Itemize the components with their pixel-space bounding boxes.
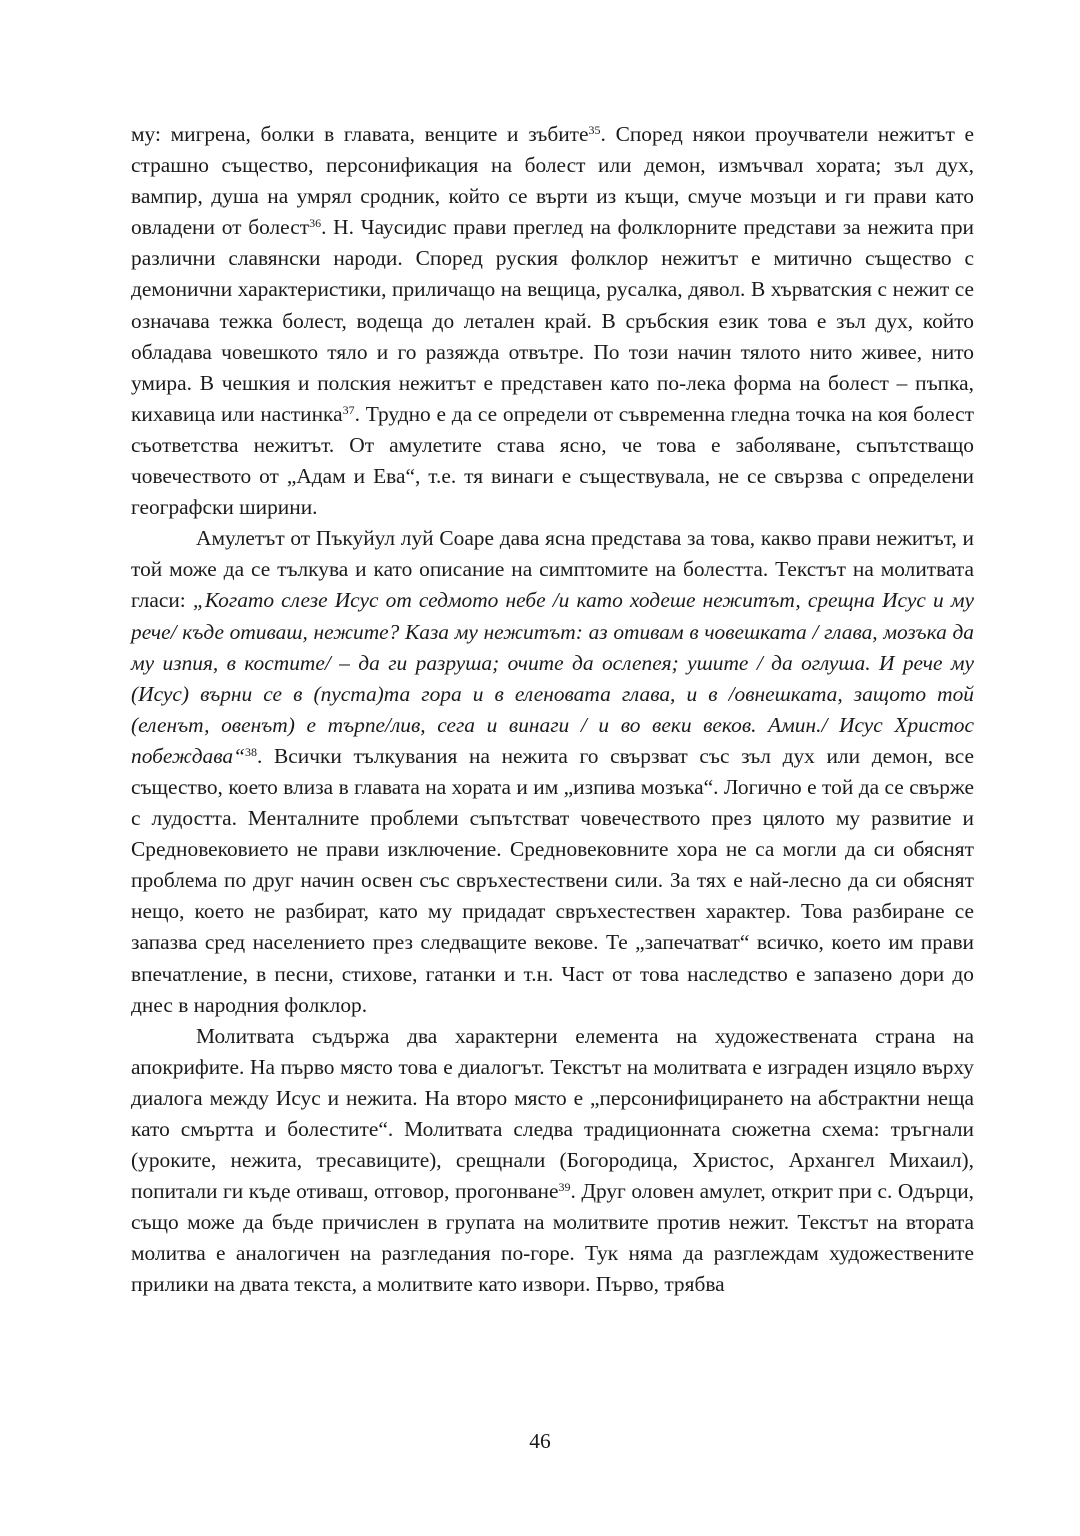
text-run: . Всички тълкувания на нежита го свързват със зъл дух или демон, все същество, което влиза в главата на хората и им „изпива мозъка“. Логично е той да се свърже с лудостта. Менталните проблеми съпътстват човечеството през цялото му развитие и Средновековието не прави изключение. Средновековните хора не са могли да си обяснят проблема по друг начин освен със свръхестествени сили. За тях е най-лесно да си обяснят нещо, което не разбират, като му придадат свръхестествен характер. Това разбиране се запазва сред населението през следващите векове. Те „запечатват“ всичко, което им прави впечатление, в песни, стихове, гатанки и т.н. Част от това наследство е запазено дори до днес в народния фолклор. [131,743,974,1017]
footnote-ref: 36 [309,216,322,231]
text-run: . Трудно е да се определи от съвременна гледна точка на коя болест съответства нежитът. От амулетите става ясно, че това е заболяване, съпътстващо човечеството от „Адам и Ева“, т.е. тя винаги е съществувала, не се свързва с определени географски ширини. [131,401,974,520]
page-number: 46 [529,1429,551,1453]
text-run: . Друг оловен амулет, открит при с. Одърци, също може да бъде причислен в групата на молитвите против нежит. Текстът на втората молитва е аналогичен на разгледания по-горе. Тук няма да разглеждам художествените прилики на двата текста, а молитвите като извори. Първо, трябва [131,1179,974,1297]
paragraph-2 [131,523,974,1021]
footnote-ref: 39 [558,1180,571,1195]
footnote-ref: 38 [244,744,257,759]
text-run: Молитвата съдържа два характерни елемента на художествената страна на апокрифите. На първо място това е диалогът. Текстът на молитвата е изграден изцяло върху диалога между Исус и нежита. На второ място е „персонифицирането на абстрактни неща като смъртта и болестите“. Молитвата следва традиционната сюжетна схема: тръгнали (уроките, нежита, тресавиците), срещнали (Богородица, Христос, Архангел Михаил), попитали ги къде отиваш, отговор, прогонване [131,1023,974,1204]
quoted-prayer-text: „Когато слезе Исус от седмото небе /и като ходеше нежитът, срещна Исус и му рече/ къде отиваш, нежите? Каза му нежитът: аз отивам в човешката / глава, мозъка да му изпия, в костите/ – да ги разруша; очите да ослепея; ушите / да оглуша. И рече му (Исус) върни се в (пуста)та гора и в еленовата глава, и в /овнешката, защото той (еленът, овенът) е търпе/лив, сега и винаги / и во веки веков. Амин./ Исус Христос побеждава“ [131,588,974,768]
footnote-ref: 37 [342,402,355,417]
text-run: . Според някои проучватели нежитът е страшно същество, персонификация на болест или демон, измъчвал хората; зъл дух, вампир, душа на умрял сродник, който се върти из къщи, смуче мозъци и ги прави като овладени от болест [131,122,974,240]
text-run: . Н. Чаусидис прави преглед на фолклорните представи за нежита при различни славянски народи. Според руския фолклор нежитът е митично същество с демонични характеристики, приличащо на вещица, русалка, дявол. В хърватския с нежит се означава тежка болест, водеща до летален край. В сръбския език това е зъл дух, който обладава човешкото тяло и го разяжда отвътре. По този начин тялото нито живее, нито умира. В чешкия и полския нежитът е представен като по-лека форма на болест – пъпка, кихавица или настинка [131,215,974,426]
footnote-ref: 35 [588,123,601,137]
text-run: му: мигрена, болки в главата, венците и зъбите [131,122,589,146]
paragraph-3 [131,1021,974,1301]
page-body [131,119,974,1301]
text-run: Амулетът от Пъкуйул луй Соаре дава ясна представа за това, какво прави нежитът, и той може да се тълкува и като описание на симптомите на болестта. Текстът на молитвата гласи: [131,526,974,613]
paragraph-1 [131,119,974,523]
